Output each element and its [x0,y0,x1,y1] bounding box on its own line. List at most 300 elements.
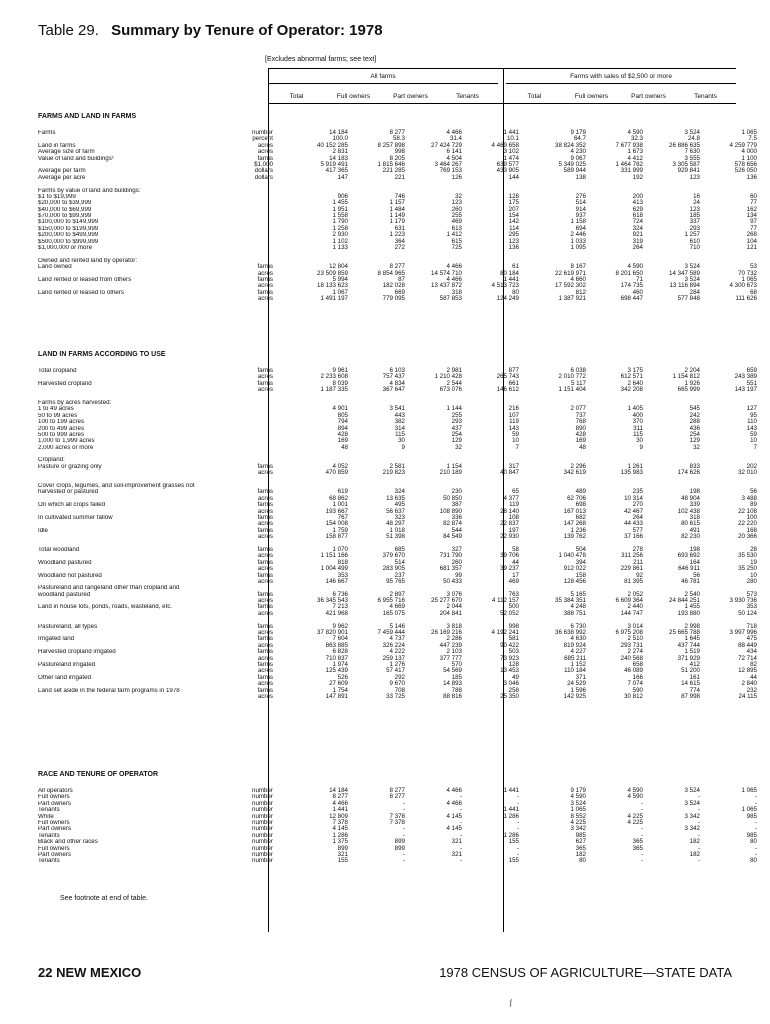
row-label: Land rented or leased from others [38,276,132,283]
table-cell: 685 211 [564,654,586,662]
table-cell: 284 [689,288,700,296]
table-cell: 3 524 [684,799,700,807]
table-cell: 526 050 [734,167,757,175]
table-cell: 1 441 [503,787,519,794]
table-cell: 890 [575,424,586,432]
table-cell: 436 [689,424,700,432]
table-cell: 108 [508,513,519,521]
table-cell: 292 [394,673,405,681]
row-label: Pasture or grazing only [38,463,102,470]
table-cell: 4 834 [389,379,405,387]
table-cell: 1 441 [503,806,519,814]
col-header: Total [527,93,542,100]
row-label: Tenants [38,858,60,865]
col-header: Full owners [336,93,371,100]
table-cell: 144 747 [620,609,643,617]
table-cell: 587 853 [439,295,462,303]
table-cell: 428 [575,430,586,438]
table-cell: 14 183 [329,154,348,162]
table-cell: 433 905 [496,167,519,175]
column-header [268,68,736,104]
table-cell: 32.3 [630,135,643,143]
table-cell: 365 [632,838,643,846]
table-cell: 104 [746,237,757,245]
table-cell: 1 673 [627,148,643,156]
table-cell: 80 [750,857,757,865]
table-cell: 2 544 [446,379,462,387]
table-cell: 27 609 [329,680,348,688]
table-cell: 763 [508,590,519,598]
table-cell: 1 133 [332,244,348,252]
table-cell: 70 732 [738,269,757,277]
row-unit: dollars [254,173,273,181]
table-cell: 1 455 [684,603,700,611]
table-cell: 365 [632,844,643,852]
row-label: 2,000 acres or more [38,444,94,451]
table-cell: 1 210 428 [434,373,462,381]
table-cell: 108 890 [439,507,462,515]
table-cell: 470 859 [325,469,348,477]
row-unit: acres [257,667,273,675]
table-cell: 1 223 [389,231,405,239]
row-label: Cropland: [38,457,65,464]
table-cell: 2 840 [741,680,757,688]
table-cell: 612 571 [620,373,643,381]
table-cell: 24 529 [567,680,586,688]
table-cell: 35 384 351 [555,597,586,605]
table-cell: 4 300 673 [729,282,757,290]
table-cell: 31.4 [449,135,462,143]
table-cell: - [402,825,405,833]
table-cell: - [754,799,757,807]
table-cell: 698 [575,501,586,509]
table-cell: 336 [451,513,462,521]
table-row [38,857,757,865]
row-unit: farms [257,545,273,553]
table-cell: 260 [451,205,462,213]
table-cell: 317 [508,462,519,470]
table-cell: 1 405 [627,405,643,413]
table-cell: 658 [632,660,643,668]
table-cell: 136 [746,173,757,181]
row-unit: farms [257,367,273,374]
row-label: Other land irrigated [38,674,91,681]
table-cell: 276 [575,192,586,200]
table-cell: 710 837 [325,654,348,662]
table-cell: 174 626 [677,469,700,477]
table-cell: 46 089 [624,667,643,675]
table-cell: 142 [508,218,519,226]
table-cell: 3 046 [503,680,519,688]
row-unit: number [252,844,273,852]
table-cell: 198 [689,545,700,553]
table-cell: 1 152 [570,660,586,668]
table-cell: 1 067 [332,288,348,296]
table-cell: 92 [636,571,643,579]
table-cell: 610 [689,237,700,245]
table-cell: 192 [632,173,643,181]
row-label: 200 to 499 acres [38,425,85,432]
row-unit: number [252,831,273,839]
table-cell: 165 075 [382,609,405,617]
table-cell: 319 [632,237,643,245]
row-label: Farms [38,130,56,136]
table-cell: 65 [512,488,519,496]
table-cell: 182 [575,850,586,858]
table-cell: 128 [508,192,519,200]
table-cell: - [754,850,757,858]
table-cell: 863 885 [325,641,348,649]
table-cell: 95 [750,411,757,419]
table-cell: 23 509 859 [317,269,348,277]
table-cell: 14 184 [329,787,348,794]
table-cell: 545 [689,405,700,413]
table-cell: 4 192 241 [491,629,519,637]
table-cell: 1 151 404 [558,386,586,394]
table-cell: 37 820 901 [317,629,348,637]
table-cell: 500 [508,603,519,611]
table-cell: 1 158 [570,218,586,226]
table-cell: 646 911 [678,565,700,573]
table-cell: 49 [512,673,519,681]
table-cell: 5 117 [570,379,586,387]
table-cell: 3 524 [570,799,586,807]
table-cell: 894 [337,424,348,432]
table-cell: 12 804 [329,263,348,271]
row-label: 1 to 49 acres [38,406,74,413]
table-cell: 4 225 [627,812,643,820]
table-cell: 3 524 [684,787,700,794]
table-cell: 2 897 [389,590,405,598]
row-label: Total cropland [38,368,77,374]
table-cell: 40 847 [500,469,519,477]
table-cell: 147 891 [325,692,348,700]
table-cell: 400 [632,411,643,419]
table-cell: 26 886 635 [669,141,700,149]
table-cell: 147 268 [563,520,586,528]
table-cell: 40 152 285 [317,141,348,149]
table-cell: 1 065 [741,806,757,814]
table-cell: 123 [689,205,700,213]
row-unit: number [252,787,273,794]
table-cell: 111 626 [735,295,757,303]
table-cell: 216 [508,405,519,413]
group-rule [268,83,498,84]
table-cell: 255 [451,411,462,419]
table-cell: 25 665 788 [669,629,700,637]
table-cell: 6 828 [332,648,348,656]
table-cell: 138 [575,173,586,181]
table-cell: 1 375 [332,838,348,846]
table-cell: 9 [639,443,643,451]
table-cell: 255 [451,212,462,220]
table-cell: - [516,793,519,801]
table-cell: 2 204 [684,367,700,374]
table-cell: 80 615 [681,520,700,528]
table-cell: 377 777 [439,654,462,662]
row-unit: acres [257,680,273,688]
table-cell: 154 [508,212,519,220]
table-cell: 182 [689,838,700,846]
table-cell: 22 930 [500,533,519,541]
table-cell: 1 596 [570,686,586,694]
table-cell: 337 [689,218,700,226]
table-cell: 210 189 [439,469,462,477]
table-cell: 155 [337,857,348,865]
table-cell: 2 044 [446,603,462,611]
section-heading: RACE AND TENURE OF OPERATOR [38,771,159,778]
table-cell: - [697,818,700,826]
table-cell: 20 366 [738,533,757,541]
table-cell: 4 466 [446,263,462,271]
row-unit: farms [257,648,273,656]
table-cell: 7 630 [684,148,700,156]
table-cell: 33 725 [386,692,405,700]
table-cell: 24 [693,199,700,207]
table-cell: 230 [451,488,462,496]
table-cell: 72 714 [738,654,757,662]
row-label: Land in house lots, ponds, roads, wasteland, etc. [38,604,173,611]
table-cell: 1 441 [503,275,519,283]
table-cell: 48 [579,443,586,451]
table-cell: 682 [575,513,586,521]
table-cell: 4 000 [741,148,757,156]
table-cell: 1 484 [389,205,405,213]
table-cell: 3 076 [446,590,462,598]
row-label: Total woodland [38,546,80,553]
table-cell: - [754,825,757,833]
table-cell: - [516,850,519,858]
row-label: Black and other races [38,839,98,846]
row-unit: farms [257,660,273,668]
table-cell: 2 640 [627,379,643,387]
table-cell: 27 424 729 [431,141,462,149]
table-cell: 16 [693,192,700,200]
table-cell: 998 [508,622,519,630]
table-cell: 388 751 [563,609,586,617]
row-unit: number [252,793,273,801]
row-label: White [38,813,54,820]
table-cell: 4 052 [332,462,348,470]
table-cell: 1 974 [332,660,348,668]
table-cell: 50 850 [443,494,462,502]
table-cell: 2 010 772 [558,373,586,381]
table-cell: 573 [746,590,757,598]
row-label: Farms by value of land and buildings: [38,187,141,194]
table-cell: 115 [395,430,405,438]
row-unit: farms [257,686,273,694]
row-unit: farms [257,558,273,566]
row-unit: acres [257,373,273,381]
row-label: Woodland pastured [38,559,92,566]
table-cell: 121 [746,244,757,252]
table-cell: - [402,850,405,858]
table-cell: 6 955 716 [377,597,405,605]
row-label: Tenants [38,832,60,839]
table-cell: 73 923 [500,654,519,662]
row-unit: percent [252,135,273,143]
table-cell: 30 812 [624,692,643,700]
table-cell: 899 [394,838,405,846]
table-cell: 1 018 [389,526,405,534]
table-cell: 193 667 [325,507,348,515]
table-cell: 1 065 [741,787,757,794]
table-cell: 204 841 [439,609,462,617]
table-cell: 767 [337,513,348,521]
row-label: Land owned [38,264,72,271]
table-cell: - [640,825,643,833]
table-cell: 54 569 [443,667,462,675]
table-cell: 13 116 894 [669,282,700,290]
table-cell: 3 014 [627,622,643,630]
table-cell: 142 925 [563,692,586,700]
table-cell: 77 [750,199,757,207]
table-cell: 1 286 [503,831,519,839]
section-heading: LAND IN FARMS ACCORDING TO USE [38,351,166,358]
table-cell: 818 [337,558,348,566]
table-cell: 56 [693,571,700,579]
row-unit: acres [257,494,273,502]
table-cell: 685 [394,545,405,553]
table-cell: 693 692 [677,552,700,560]
table-cell: 8 167 [570,263,586,271]
table-cell: 84 549 [443,533,462,541]
table-cell: 1 519 [684,648,700,656]
row-label: Irrigated land [38,636,75,643]
table-cell: 10 [512,437,519,445]
row-label: 1,000 to 1,999 acres [38,438,95,445]
row-label: Part owners [38,851,72,858]
row-unit: acres [257,654,273,662]
table-cell: 570 [451,660,462,668]
row-unit: number [252,806,273,814]
table-cell: 669 [394,288,405,296]
table-cell: 198 [689,488,700,496]
table-cell: 1 790 [332,218,348,226]
row-label: woodland pastured [38,591,91,598]
table-cell: 906 [337,192,348,200]
table-cell: 4 225 [627,818,643,826]
row-label: $150,000 to $199,999 [38,225,99,232]
table-cell: 639 577 [496,160,519,168]
table-cell: 318 [689,513,700,521]
col-header: Full owners [574,93,609,100]
table-cell: 87 998 [681,692,700,700]
row-unit: farms [257,275,273,283]
row-unit: dollars [254,167,273,175]
table-cell: 1 491 197 [320,295,348,303]
table-cell: 35 250 [738,565,757,573]
table-cell: 3 342 [684,812,700,820]
row-label: 100 to 199 acres [38,419,85,426]
table-cell: 921 [632,231,643,239]
table-cell: 1 149 [389,212,405,220]
table-cell: 3 305 587 [672,160,700,168]
table-cell: 48 904 [681,494,700,502]
table-cell: 221 285 [382,167,405,175]
table-cell: 353 [746,603,757,611]
table-title-text: Summary by Tenure of Operator: 1978 [111,22,383,39]
table-cell: 51 398 [386,533,405,541]
table-cell: 81 395 [624,577,643,585]
table-cell: 9 961 [332,367,348,374]
table-cell: 1 001 [332,501,348,509]
row-unit: number [252,857,273,865]
table-cell: 161 [689,673,700,681]
table-cell: 144 [508,173,519,181]
table-cell: 126 [451,173,462,181]
table-cell: 1 065 [570,806,586,814]
table-cell: 8 552 [570,812,586,820]
table-row [38,295,757,303]
table-cell: 1 286 [332,831,348,839]
table-cell: 2 540 [684,590,700,598]
table-cell: 613 [451,224,462,232]
table-cell: - [459,831,462,839]
table-cell: 24 844 251 [669,597,700,605]
table-cell: 503 [508,648,519,656]
table-cell: - [754,793,757,801]
table-cell: 158 877 [325,533,348,541]
table-cell: 627 [575,838,586,846]
col-header: Part owners [631,93,666,100]
row-unit: acres [257,609,273,617]
table-cell: 82 874 [443,520,462,528]
table-cell: 4 227 [570,648,586,656]
table-cell: 590 [632,686,643,694]
table-cell: 258 [508,686,519,694]
row-label: Average per acre [38,174,86,181]
table-cell: 88 449 [738,641,757,649]
table-cell: 1 102 [332,237,348,245]
table-cell: 168 [746,526,757,534]
table-cell: 155 [508,857,519,865]
row-unit: number [252,850,273,858]
row-unit: number [252,812,273,820]
group-all-farms: All farms [370,73,396,80]
table-cell: 339 [689,501,700,509]
table-cell: 100 [746,513,757,521]
table-cell: 589 944 [563,167,586,175]
row-label: Full owners [38,794,70,801]
row-label: Value of land and buildings¹ [38,155,114,162]
row-unit: farms [257,488,273,496]
table-cell: 1 065 [741,129,757,136]
table-cell: 1 070 [332,545,348,553]
table-cell: 3 524 [684,275,700,283]
table-cell: 254 [451,430,462,438]
table-cell: 877 [508,367,519,374]
table-cell: 629 [632,205,643,213]
table-cell: 544 [451,526,462,534]
table-cell: 4 590 [627,787,643,794]
table-cell: 659 [746,367,757,374]
table-cell: 175 [508,199,519,207]
table-cell: 37 166 [624,533,643,541]
table-title [38,22,383,39]
table-cell: 2 052 [627,590,643,598]
row-unit: acres [257,386,273,394]
table-cell: 469 [508,577,519,585]
table-cell: 3 541 [389,405,405,413]
row-label: $500,000 to $999,999 [38,238,99,245]
table-cell: 514 [575,199,586,207]
table-cell: - [402,799,405,807]
table-cell: 154 008 [325,520,348,528]
table-cell: 264 [632,244,643,252]
table-cell: 272 [394,244,405,252]
table-cell: 68 [750,288,757,296]
